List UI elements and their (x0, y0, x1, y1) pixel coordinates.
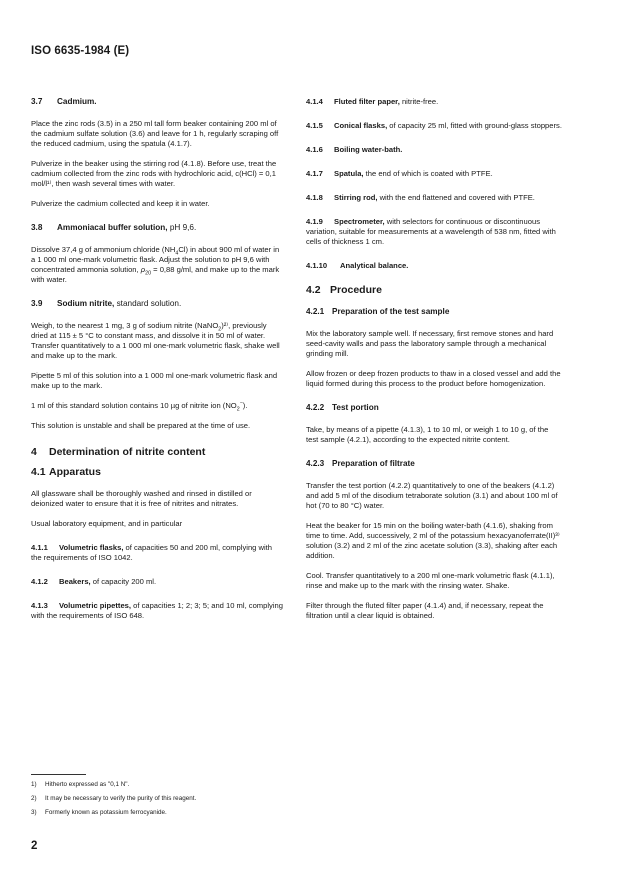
heading-4-1: 4.1 Apparatus (31, 466, 101, 478)
paragraph-4-1-4: 4.1.4 Fluted filter paper, nitrite-free. (306, 97, 439, 106)
heading-3-9: 3.9 Sodium nitrite, standard solution. (31, 299, 182, 308)
footnote: 2) It may be necessary to verify the purity of this reagent. (31, 795, 197, 802)
paragraph-4-1-9: 4.1.9 Spectrometer, with selectors for continuous or discontinuous variation, suitable for measurements at a wavelength of 538 nm, fitted with cells of thickness 1 cm. (306, 217, 556, 246)
paragraph: Weigh, to the nearest 1 mg, 3 g of sodium nitrite (NaNO$_2$)²⁾, previously dried at 115 ± 5 °C to constant mass, and dissolve it in 50 ml of water. Transfer quantitatively to a 1 000 ml one-mark volumetric flask, shake well and make up to the mark. (31, 321, 280, 360)
paragraph: Place the zinc rods (3.5) in a 250 ml tall form beaker containing 200 ml of the cadmium sulfate solution (3.6) and leave for 1 h, regularly scraping off the reduced cadmium, using the spatula (4.1.7). (31, 119, 279, 148)
footnotes (31, 780, 331, 822)
paragraph: This solution is unstable and shall be prepared at the time of use. (31, 421, 251, 430)
paragraph-4-1-5: 4.1.5 Conical flasks, of capacity 25 ml, fitted with ground-glass stoppers. (306, 121, 562, 130)
heading-4-2-2: 4.2.2 Test portion (306, 403, 379, 412)
paragraph: Filter through the fluted filter paper (4.1.4) and, if necessary, repeat the filtration until a clear liquid is obtained. (306, 601, 544, 620)
paragraph: Mix the laboratory sample well. If necessary, first remove stones and hard seed-cavity walls and pass the laboratory sample through a mechanical grinding mill. (306, 329, 554, 358)
document-header: ISO 6635-1984 (E) (31, 45, 130, 57)
paragraph-4-1-1: 4.1.1 Volumetric flasks, of capacities 50 and 200 ml, complying with the requirements of ISO 1042. (31, 543, 273, 562)
heading-4-2-3: 4.2.3 Preparation of filtrate (306, 459, 415, 468)
paragraph: Transfer the test portion (4.2.2) quantitatively to one of the beakers (4.1.2) and add 5 ml of the disodium tetraborate solution (3.1) and about 100 ml of hot (70 to 80 °C) water. (306, 481, 558, 510)
paragraph: Cool. Transfer quantitatively to a 200 ml one-mark volumetric flask (4.1.1), rinse and make up to the mark with the rinsing water. Shake. (306, 571, 555, 590)
paragraph: Take, by means of a pipette (4.1.3), 1 to 10 ml, or weigh 1 to 10 g, of the test sample (4.2.1), according to the expected nitrite content. (306, 425, 549, 444)
heading-4-2-1: 4.2.1 Preparation of the test sample (306, 307, 450, 316)
paragraph: Pipette 5 ml of this solution into a 1 000 ml one-mark volumetric flask and make up to the mark. (31, 371, 278, 390)
heading-4: 4 Determination of nitrite content (31, 446, 206, 458)
footnote-divider (31, 774, 86, 775)
paragraph-4-1-3: 4.1.3 Volumetric pipettes, of capacities 1; 2; 3; 5; and 10 ml, complying with the requirements of ISO 648. (31, 601, 283, 620)
right-column (306, 97, 562, 631)
paragraph: Usual laboratory equipment, and in particular (31, 519, 183, 528)
paragraph-4-1-10: 4.1.10 Analytical balance. (306, 261, 409, 270)
paragraph: Allow frozen or deep frozen products to thaw in a closed vessel and add the liquid formed during this process to the product before homogenization. (306, 369, 561, 388)
paragraph: All glassware shall be thoroughly washed and rinsed in distilled or deionized water to ensure that it is free of nitrites and nitrates. (31, 489, 252, 508)
paragraph-4-1-6: 4.1.6 Boiling water-bath. (306, 145, 403, 154)
footnote: 1) Hitherto expressed as "0,1 N". (31, 781, 130, 788)
paragraph-4-1-8: 4.1.8 Stirring rod, with the end flattened and covered with PTFE. (306, 193, 535, 202)
paragraph: Pulverize the cadmium collected and keep it in water. (31, 199, 210, 208)
footnote: 3) Formerly known as potassium ferrocyanide. (31, 809, 167, 816)
heading-3-8: 3.8 Ammoniacal buffer solution, pH 9,6. (31, 223, 197, 232)
paragraph-4-1-7: 4.1.7 Spatula, the end of which is coated with PTFE. (306, 169, 493, 178)
heading-3-7: 3.7 Cadmium. (31, 97, 97, 106)
paragraph-4-1-2: 4.1.2 Beakers, of capacity 200 ml. (31, 577, 157, 586)
heading-4-2: 4.2 Procedure (306, 284, 382, 296)
left-column (31, 97, 283, 631)
paragraph: 1 ml of this standard solution contains 10 µg of nitrite ion $(NO_2^-)$. (31, 400, 248, 413)
paragraph: Heat the beaker for 15 min on the boiling water-bath (4.1.6), shaking from time to time. Add, successively, 2 ml of the potassium hexacyanoferrate(II)³⁾ solution (3.2) and 2 ml of the zinc acetate solution (3.3), shaking after each addition. (306, 521, 560, 560)
paragraph: Dissolve 37,4 g of ammonium chloride $(NH_4Cl)$ in about 900 ml of water in a 1 000 ml one-mark volumetric flask. Adjust the solution to pH 9,6 with concentrated ammonia solution, $\rho_{20} = 0,88$ g/ml, and make up to the mark with water. (31, 245, 280, 284)
page-number: 2 (31, 840, 38, 852)
paragraph: Pulverize in the beaker using the stirring rod (4.1.8). Before use, treat the cadmium collected from the zinc rods with hydrochloric acid, c(HCl) = 0,1 mol/l¹⁾, then wash several times with water. (31, 159, 277, 188)
